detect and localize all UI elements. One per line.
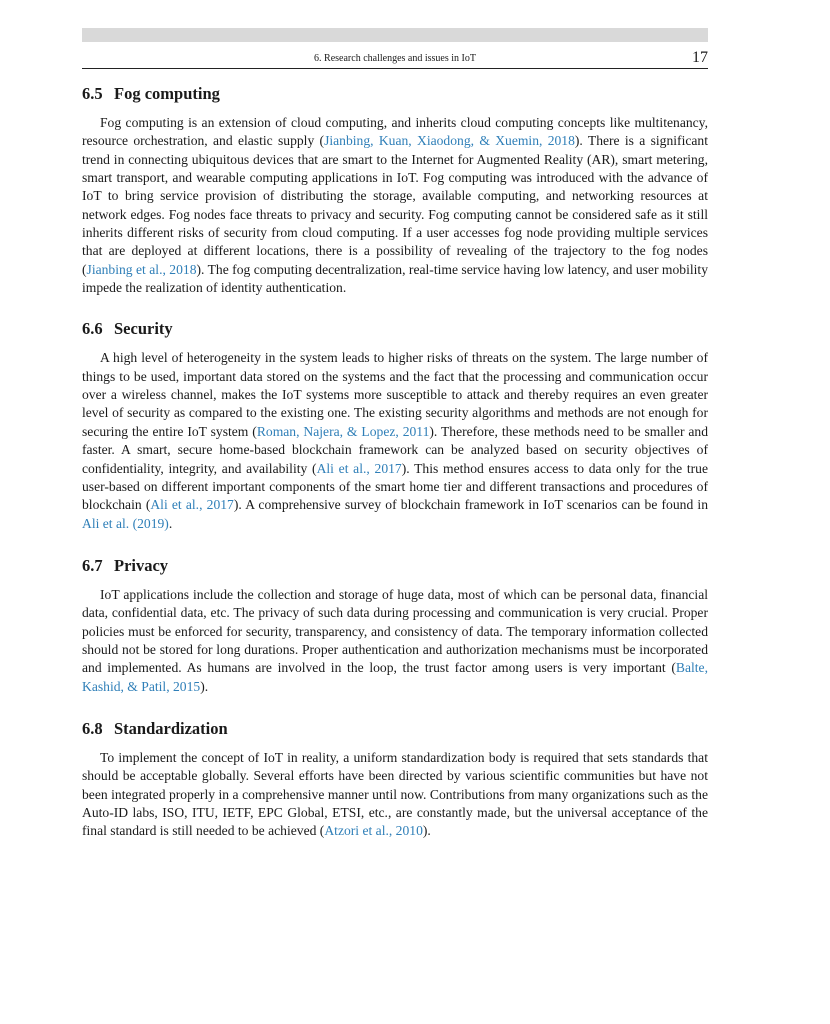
section-title: Fog computing (114, 84, 220, 103)
citation-link[interactable]: Ali et al., 2017 (150, 497, 234, 513)
citation-link[interactable]: Atzori et al., 2010 (324, 823, 423, 839)
section-heading (82, 554, 708, 578)
section-fog-computing (82, 82, 708, 297)
body-text: To implement the concept of IoT in reality, a uniform standardization body is required that sets standards that should be acceptable globally. Several efforts have been directed by various scientific communities but have not been integrated properly in a comprehensive manner until now. Contributions from many organizations such as the Auto-ID labs, ISO, ITU, IETF, EPC Global, ETSI, etc., are constantly made, but the universal acceptance of the final standard is still needed to be achieved ( (82, 749, 708, 839)
section-standardization (82, 717, 708, 841)
section-title: Standardization (114, 718, 228, 738)
page-number: 17 (692, 49, 708, 66)
running-title: 6. Research challenges and issues in IoT (314, 53, 476, 64)
body-text: IoT applications include the collection and storage of huge data, most of which can be personal data, financial data, confidential data, etc. The privacy of such data during processing and communication is very crucial. Proper policies must be enforced for security, transparency, and consistency of data. The temporary information collected should not be stored for long durations. Proper authentication and authorization mechanisms must be incorporated and implemented. As humans are involved in the loop, the trust factor among users is very important ( (82, 586, 708, 676)
header-bar (82, 28, 708, 42)
citation-link[interactable]: Roman, Najera, & Lopez, 2011 (256, 423, 430, 439)
section-paragraph (82, 586, 708, 696)
body-text: ). (422, 823, 431, 839)
body-text: ). (200, 678, 209, 694)
section-number: 6.6 (82, 319, 103, 339)
section-paragraph (82, 349, 708, 532)
section-heading (82, 317, 708, 341)
citation-link[interactable]: Ali et al. (2019) (82, 515, 169, 531)
body-text: ). A comprehensive survey of blockchain framework in IoT scenarios can be found in (233, 497, 708, 513)
body-text: A high level of heterogeneity in the system leads to higher risks of threats on the system. The large number of things to be used, important data stored on the systems and the fact that the processing and communication occur over a wireless channel, makes the IoT systems more susceptible to attack and thereby requires an even greater level of security as compared to the existing one. The existing security algorithms and methods are not enough for securing the entire IoT system ( (82, 350, 708, 439)
section-paragraph (82, 749, 708, 841)
body-text: Fog computing is an extension of cloud computing, and inherits cloud computing concepts like multitenancy, resource orchestration, and elastic supply ( (82, 115, 708, 149)
body-text: . (168, 515, 173, 531)
body-text: ). Therefore, these methods need to be smaller and faster. A smart, secure home-based blockchain framework can be analyzed based on security objectives of confidentiality, integrity, and availability ( (82, 423, 709, 476)
citation-link[interactable]: Jianbing et al., 2018 (86, 261, 197, 277)
section-paragraph (82, 114, 708, 297)
running-head (82, 49, 708, 69)
section-privacy (82, 554, 708, 696)
body-text: ). This method ensures access to data only for the true user-based on different important components of the smart home tier and different transactions and procedures of blockchain ( (82, 460, 709, 513)
section-number: 6.5 (82, 84, 103, 103)
section-security (82, 317, 708, 532)
citation-link[interactable]: Jianbing, Kuan, Xiaodong, & Xuemin, 2018 (324, 133, 575, 149)
citation-link[interactable]: Ali et al., 2017 (316, 460, 402, 476)
page-content (82, 82, 708, 841)
body-text: ). There is a significant trend in connecting ubiquitous devices that are smart to the Internet for Augmented Reality (AR), smart metering, smart transport, and wearable computing applications in IoT. Fog computing was introduced with the advance of IoT to bring service provision of distributing the storage, available computing, and networking resources at network edges. Fog nodes face threats to privacy and security. Fog computing cannot be considered safe as it still inherits different risks of security from cloud computing. If a user accesses fog node providing multiple services that are deployed at different locations, there is a possibility of revealing of the trajectory to the fog nodes ( (82, 133, 708, 277)
section-title: Security (114, 319, 173, 339)
section-number: 6.8 (82, 718, 103, 738)
body-text: ). The fog computing decentralization, real-time service having low latency, and user mobility impede the realization of identity authentication. (82, 261, 708, 296)
section-number: 6.7 (82, 555, 103, 575)
section-title: Privacy (114, 555, 169, 575)
section-heading (82, 717, 708, 741)
citation-link[interactable]: Balte, Kashid, & Patil, 2015 (82, 660, 708, 694)
section-heading (82, 82, 708, 106)
